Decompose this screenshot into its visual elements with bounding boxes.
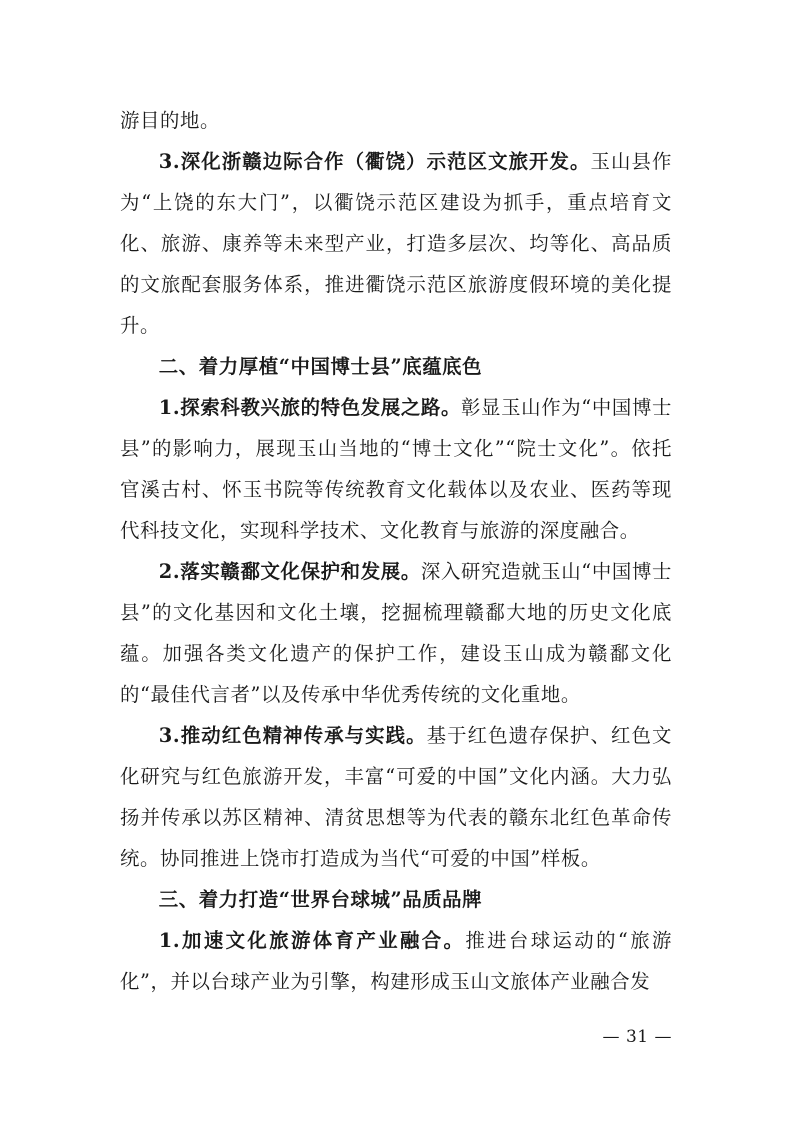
item-science-education-tourism	[120, 387, 672, 551]
item-text: 基于红色遗存保护、红色文化研究与红色旅游开发，丰富“可爱的中国”文化内涵。大力弘扬并传承以苏区精神、清贫思想等为代表的赣东北红色革命传统。协同推进上饶市打造成为当代“可爱的中国”样板。	[120, 724, 672, 870]
item-lead: 3.深化浙赣边际合作（衢饶）示范区文旅开发。	[158, 150, 591, 173]
item-lead: 1.探索科教兴旅的特色发展之路。	[158, 396, 461, 419]
item-lead: 3.推动红色精神传承与实践。	[158, 724, 427, 747]
item-lead: 2.落实赣鄱文化保护和发展。	[158, 560, 421, 583]
item-text: 深入研究造就玉山“中国博士县”的文化基因和文化土壤，挖掘梳理赣鄱大地的历史文化底蕴。加强各类文化遗产的保护工作，建设玉山成为赣鄱文化的“最佳代言者”以及传承中华优秀传统的文化重地。	[120, 560, 672, 706]
item-text: 玉山县作为“上饶的东大门”，以衢饶示范区建设为抓手，重点培育文化、旅游、康养等未来型产业，打造多层次、均等化、高品质的文旅配套服务体系，推进衢饶示范区旅游度假环境的美化提升。	[120, 150, 672, 337]
item-text: 彰显玉山作为“中国博士县”的影响力，展现玉山当地的“博士文化”“院士文化”。依托官溪古村、怀玉书院等传统教育文化载体以及农业、医药等现代科技文化，实现科学技术、文化教育与旅游的深度融合。	[120, 396, 673, 542]
paragraph-text: 游目的地。	[120, 109, 220, 132]
item-sports-tourism-integration	[120, 920, 672, 1002]
item-quyao-demo-zone	[120, 141, 672, 346]
item-red-spirit	[120, 715, 672, 879]
section-heading-3: 三、着力打造“世界台球城”品质品牌	[158, 888, 483, 911]
paragraph-continuation	[120, 100, 672, 141]
page-number: — 31 —	[602, 1027, 672, 1047]
document-body	[120, 100, 672, 1002]
item-lead: 1.加速文化旅游体育产业融合。	[158, 929, 466, 952]
item-text: 推进台球运动的“旅游化”，并以台球产业为引擎，构建形成玉山文旅体产业融合发	[120, 929, 672, 993]
section-heading-2: 二、着力厚植“中国博士县”底蕴底色	[158, 355, 483, 378]
item-ganpo-culture	[120, 551, 672, 715]
